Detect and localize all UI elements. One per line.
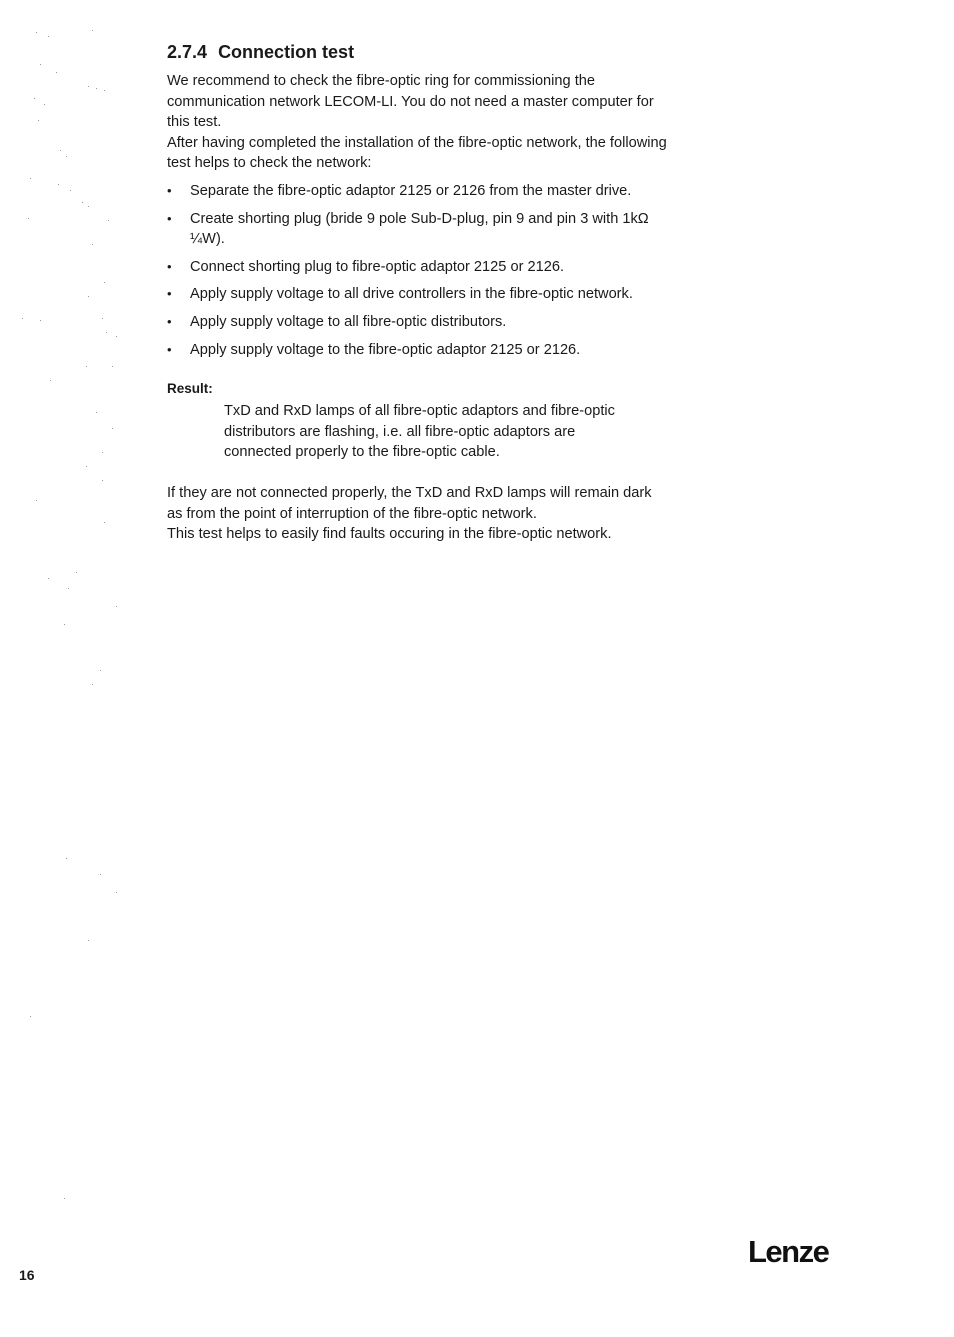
closing-paragraph: If they are not connected properly, the TxD and RxD lamps will remain dark as from the point of interruption of the fibre-optic network. xyxy=(167,484,652,522)
lenze-logo: Lenze xyxy=(748,1234,829,1269)
list-item: • Separate the fibre-optic adaptor 2125 or 2126 from the master drive. xyxy=(167,181,667,202)
intro-paragraph: After having completed the installation of the fibre-optic network, the following test helps to check the network: xyxy=(167,134,667,172)
result-label: Result: xyxy=(167,381,213,397)
list-item: • Apply supply voltage to the fibre-optic adaptor 2125 or 2126. xyxy=(167,340,667,361)
document-body xyxy=(167,40,667,545)
list-item: • Apply supply voltage to all drive controllers in the fibre-optic network. xyxy=(167,284,667,305)
closing-paragraph: This test helps to easily find faults occuring in the fibre-optic network. xyxy=(167,526,612,543)
intro-paragraph: We recommend to check the fibre-optic ring for commissioning the communication network LECOM-LI. You do not need a master computer for this test. xyxy=(167,73,654,131)
section-number: 2.7.4 xyxy=(167,42,208,62)
page-number: 16 xyxy=(19,1267,35,1283)
list-item: • Connect shorting plug to fibre-optic adaptor 2125 or 2126. xyxy=(167,257,667,278)
section-title: Connection test xyxy=(218,42,355,62)
result-text: TxD and RxD lamps of all fibre-optic adaptors and fibre-optic distributors are flashing, i.e. all fibre-optic adaptors are connected properly to the fibre-optic cable. xyxy=(224,403,615,461)
list-item: • Create shorting plug (bride 9 pole Sub-D-plug, pin 9 and pin 3 with 1kΩ ¼W). xyxy=(167,209,667,250)
section-heading xyxy=(167,40,667,64)
test-steps-list xyxy=(167,181,667,360)
list-item: • Apply supply voltage to all fibre-optic distributors. xyxy=(167,312,667,333)
